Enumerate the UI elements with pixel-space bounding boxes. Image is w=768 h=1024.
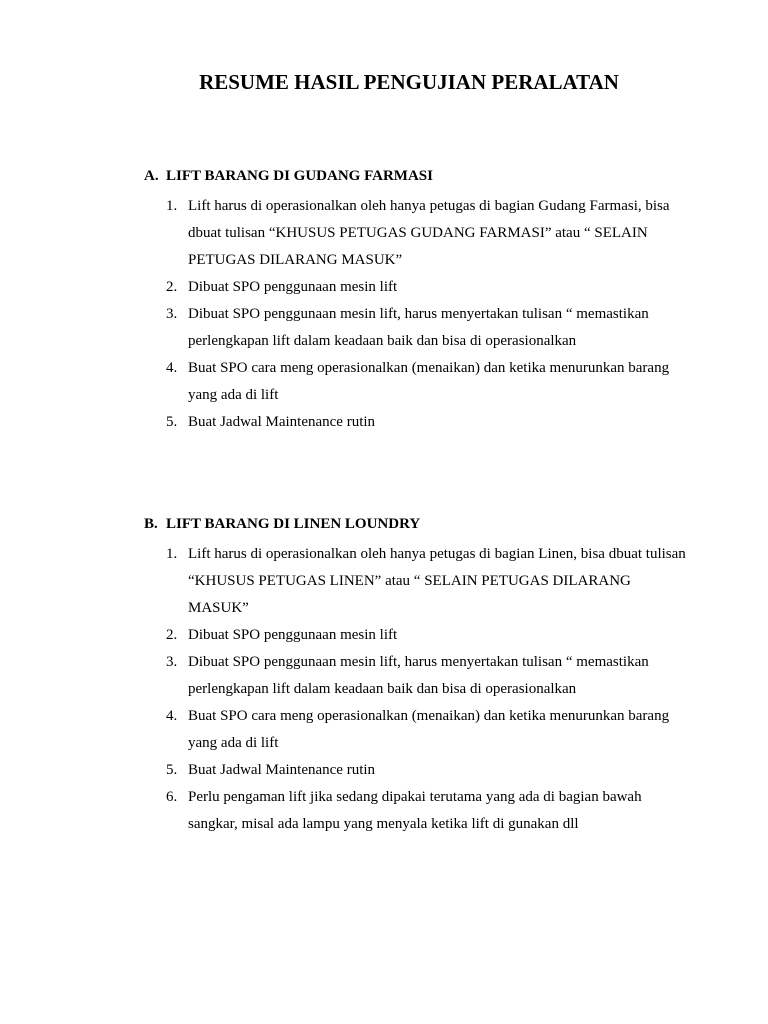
- document-title: RESUME HASIL PENGUJIAN PERALATAN: [199, 70, 619, 94]
- section-heading: [144, 166, 704, 186]
- item-line: Dibuat SPO penggunaan mesin lift: [188, 627, 398, 643]
- list-item: [144, 541, 704, 622]
- item-number: 1.: [166, 198, 178, 214]
- item-list: [144, 193, 704, 436]
- section-a: [144, 166, 704, 429]
- item-line: sangkar, misal ada lampu yang menyala ketika lift di gunakan dll: [188, 816, 579, 832]
- item-number: 2.: [166, 627, 178, 643]
- section-heading: [144, 514, 704, 534]
- section-letter: B.: [144, 516, 158, 532]
- list-item: [144, 193, 704, 274]
- item-line: Buat Jadwal Maintenance rutin: [188, 762, 376, 778]
- section-title: LIFT BARANG DI GUDANG FARMASI: [166, 168, 433, 184]
- list-item: [144, 757, 704, 784]
- item-line: “KHUSUS PETUGAS LINEN” atau “ SELAIN PETUGAS DILARANG: [188, 573, 631, 589]
- item-number: 1.: [166, 546, 178, 562]
- section-b: [144, 514, 704, 831]
- list-item: [144, 274, 704, 301]
- list-item: [144, 649, 704, 703]
- item-number: 2.: [166, 279, 178, 295]
- item-line: yang ada di lift: [188, 387, 279, 403]
- item-number: 6.: [166, 789, 178, 805]
- item-line: dbuat tulisan “KHUSUS PETUGAS GUDANG FARMASI” atau “ SELAIN: [188, 225, 648, 241]
- list-item: [144, 703, 704, 757]
- item-list: [144, 541, 704, 838]
- item-number: 5.: [166, 762, 178, 778]
- item-line: perlengkapan lift dalam keadaan baik dan bisa di operasionalkan: [188, 333, 577, 349]
- item-line: PETUGAS DILARANG MASUK”: [188, 252, 403, 268]
- list-item: [144, 784, 704, 838]
- list-item: [144, 355, 704, 409]
- item-line: Buat SPO cara meng operasionalkan (menaikan) dan ketika menurunkan barang: [188, 360, 670, 376]
- list-item: [144, 301, 704, 355]
- item-line: Dibuat SPO penggunaan mesin lift, harus menyertakan tulisan “ memastikan: [188, 654, 649, 670]
- item-number: 3.: [166, 654, 178, 670]
- item-line: Buat Jadwal Maintenance rutin: [188, 414, 376, 430]
- item-line: Lift harus di operasionalkan oleh hanya petugas di bagian Linen, bisa dbuat tulisan: [188, 546, 686, 562]
- item-line: MASUK”: [188, 600, 249, 616]
- section-title: LIFT BARANG DI LINEN LOUNDRY: [166, 516, 421, 532]
- list-item: [144, 622, 704, 649]
- item-line: Dibuat SPO penggunaan mesin lift, harus menyertakan tulisan “ memastikan: [188, 306, 649, 322]
- item-number: 3.: [166, 306, 178, 322]
- list-item: [144, 409, 704, 436]
- item-line: Lift harus di operasionalkan oleh hanya petugas di bagian Gudang Farmasi, bisa: [188, 198, 670, 214]
- item-line: Buat SPO cara meng operasionalkan (menaikan) dan ketika menurunkan barang: [188, 708, 670, 724]
- item-number: 5.: [166, 414, 178, 430]
- item-number: 4.: [166, 708, 178, 724]
- item-line: Dibuat SPO penggunaan mesin lift: [188, 279, 398, 295]
- item-line: Perlu pengaman lift jika sedang dipakai terutama yang ada di bagian bawah: [188, 789, 642, 805]
- item-line: perlengkapan lift dalam keadaan baik dan bisa di operasionalkan: [188, 681, 577, 697]
- item-number: 4.: [166, 360, 178, 376]
- item-line: yang ada di lift: [188, 735, 279, 751]
- section-letter: A.: [144, 168, 159, 184]
